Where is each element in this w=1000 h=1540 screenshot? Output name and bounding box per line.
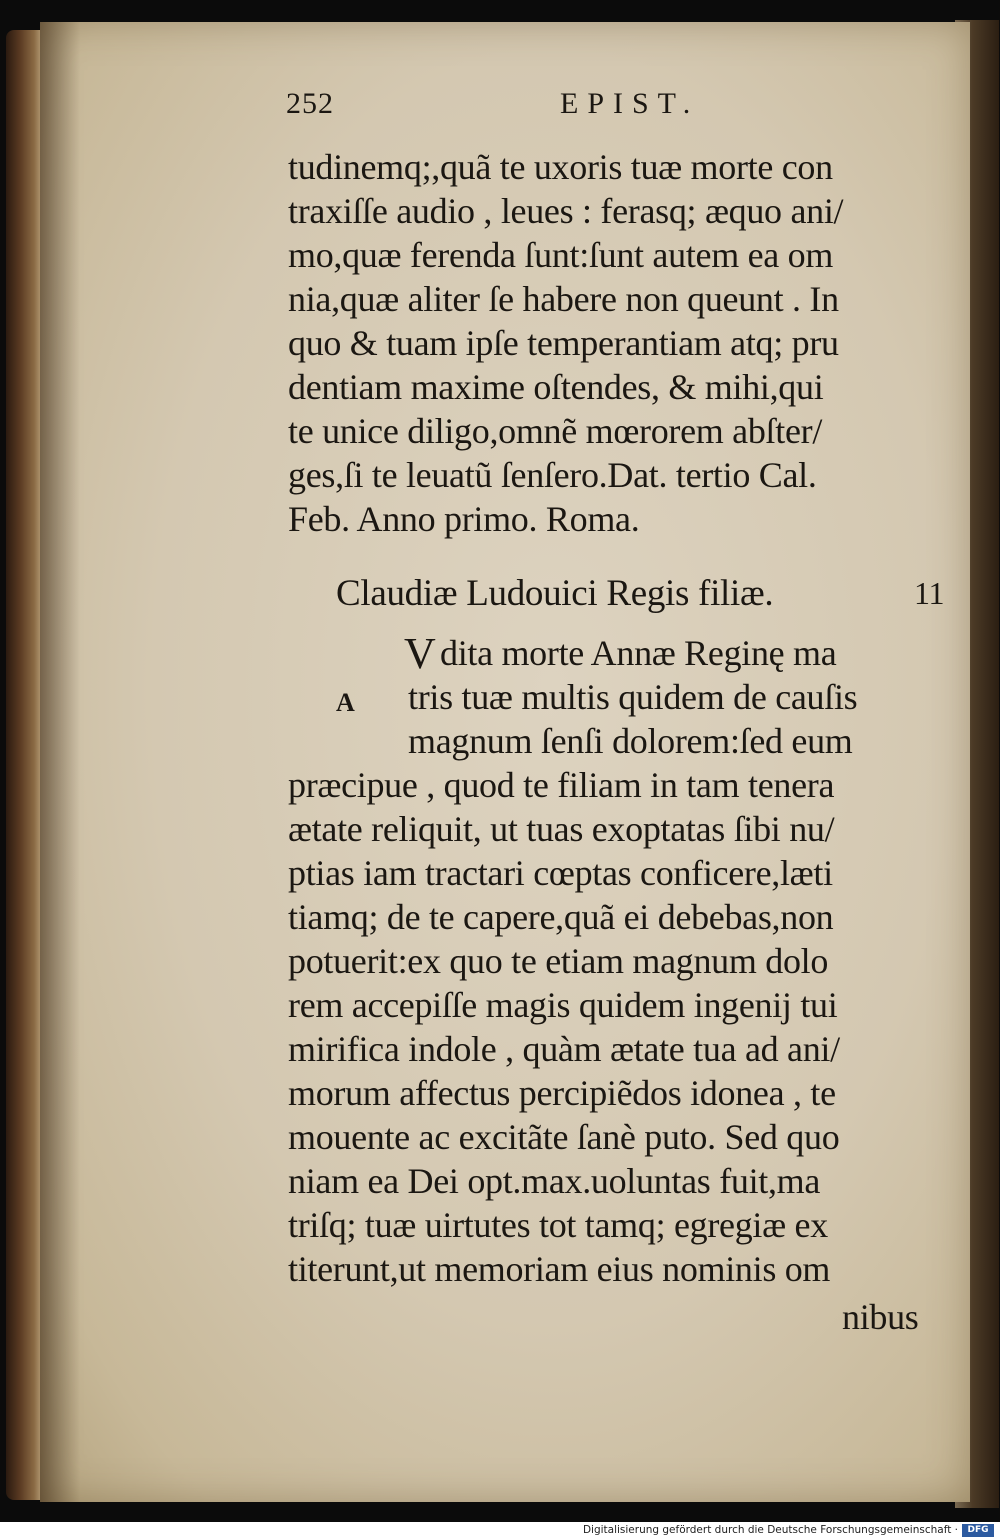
- letter-heading: Claudiæ Ludouici Regis filiæ.: [336, 573, 774, 614]
- text-line: potuerit:ex quo te etiam magnum dolo: [288, 941, 829, 981]
- page-number: 252: [286, 87, 334, 120]
- page-gutter-shadow: [40, 22, 80, 1502]
- text-line: ptias iam tractari cœptas conficere,læti: [288, 853, 833, 893]
- text-line: titerunt,ut memoriam eius nominis om: [288, 1249, 831, 1289]
- text-line: traxiſſe audio , leues : ferasq; æquo ani/: [288, 191, 844, 231]
- text-line: mouente ac excitãte ſanè puto. Sed quo: [288, 1117, 840, 1157]
- text-line: mo,quæ ferenda ſunt:ſunt autem ea om: [288, 235, 834, 275]
- text-line: ges,ſi te leuatũ ſenſero.Dat. tertio Cal.: [288, 455, 817, 495]
- text-line: triſq; tuæ uirtutes tot tamq; egregiæ ex: [288, 1205, 828, 1245]
- text-line: niam ea Dei opt.max.uoluntas fuit,ma: [288, 1161, 821, 1201]
- text-line: ætate reliquit, ut tuas exoptatas ſibi nu/: [288, 809, 835, 849]
- text-line: rem accepiſſe magis quidem ingenij tui: [288, 985, 838, 1025]
- text-line: morum affectus percipiẽdos idonea , te: [288, 1073, 836, 1113]
- footer-credit: Digitalisierung gefördert durch die Deutsche Forschungsgemeinschaft ·: [582, 1524, 958, 1536]
- text-line: Feb. Anno primo. Roma.: [288, 499, 640, 539]
- text-line: tiamq; de te capere,quã ei debebas,non: [288, 897, 834, 937]
- running-head: EPIST.: [560, 87, 700, 120]
- initial-letter: V: [404, 629, 436, 678]
- marginal-letter: A: [336, 688, 355, 717]
- text-line: nia,quæ aliter ſe habere non queunt . In: [288, 279, 839, 319]
- text-line-indented: magnum ſenſi dolorem:ſed eum: [408, 721, 853, 761]
- text-line: dentiam maxime oſtendes, & mihi,qui: [288, 367, 824, 407]
- text-line: tudinemq;,quã te uxoris tuæ morte con: [288, 147, 833, 187]
- text-line-indented: dita morte Annæ Reginę ma: [440, 633, 837, 673]
- catchword: nibus: [842, 1297, 919, 1337]
- text-line-indented: tris tuæ multis quidem de cauſis: [408, 677, 858, 717]
- text-line: præcipue , quod te filiam in tam tenera: [288, 765, 835, 805]
- text-line: te unice diligo,omnẽ mœrorem abſter/: [288, 411, 823, 451]
- letter-number: 11: [914, 575, 945, 611]
- dfg-logo-icon: DFG: [962, 1524, 994, 1537]
- text-line: quo & tuam ipſe temperantiam atq; pru: [288, 323, 839, 363]
- text-line: mirifica indole , quàm ætate tua ad ani/: [288, 1029, 840, 1069]
